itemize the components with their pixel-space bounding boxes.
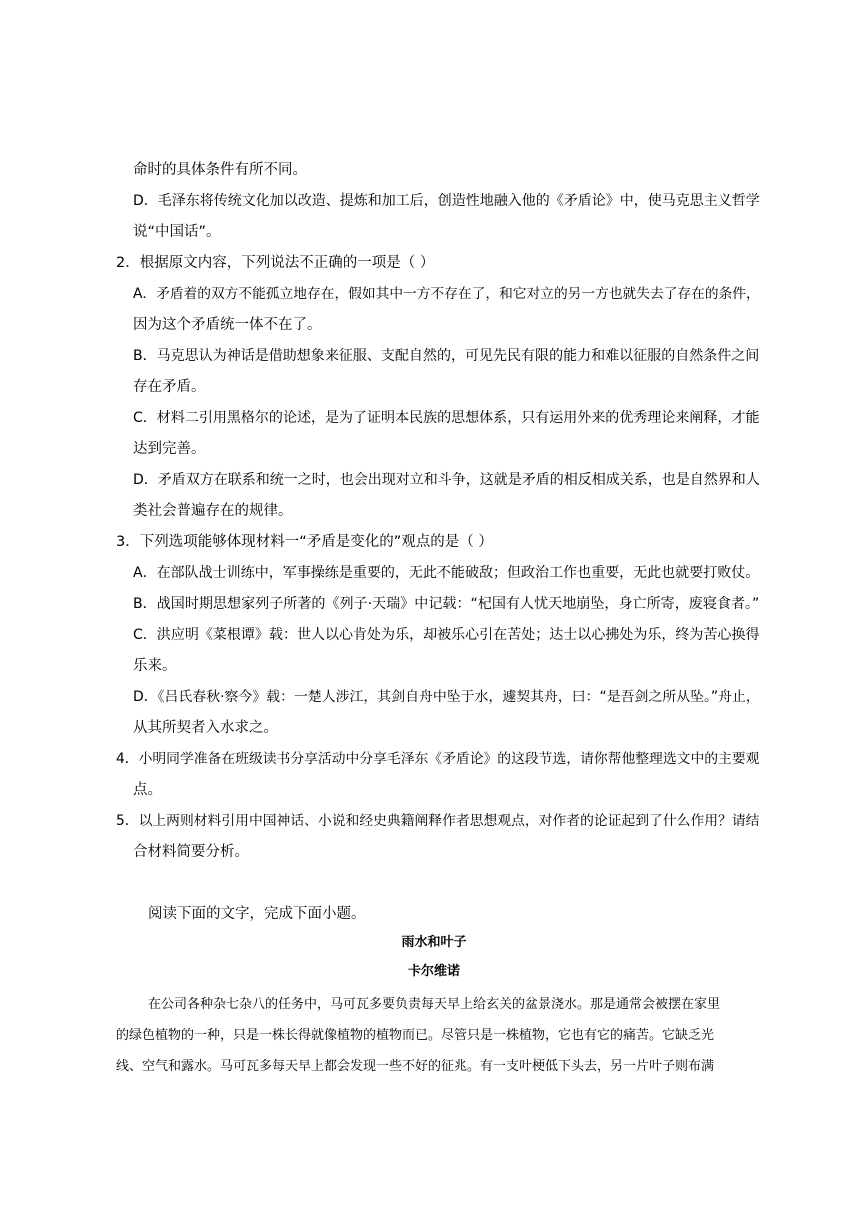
q3-option-d: D．《吕氏春秋·察今》载：一楚人涉江，其剑自舟中坠于水，遽契其舟，曰：“是吾剑之所从坠。”舟止， xyxy=(133,689,760,705)
passage-paragraph-line: 的绿色植物的一种，只是一株长得就像植物的植物而已。尽管只是一株植物，它也有它的痛苦。它缺乏光 xyxy=(116,1028,715,1043)
q3-option-d-continuation: 从其所契者入水求之。 xyxy=(133,720,278,736)
question-4-continuation: 点。 xyxy=(133,782,162,798)
passage-paragraph-line: 在公司各种杂七杂八的任务中，马可瓦多要负责每天早上给玄关的盆景浇水。那是通常会被摆在家里 xyxy=(148,997,721,1012)
q3-option-a: A．在部队战士训练中，军事操练是重要的，无此不能破敌；但政治工作也重要，无此也就要打败仗。 xyxy=(133,565,760,581)
q3-option-b: B．战国时期思想家列子所著的《列子·天瑞》中记载：“杞国有人忧天地崩坠，身亡所寄，废寝食者。” xyxy=(133,596,760,612)
q2-option-b-continuation: 存在矛盾。 xyxy=(133,379,206,395)
question-4-stem: 4．小明同学准备在班级读书分享活动中分享毛泽东《矛盾论》的这段节选，请你帮他整理选文中的主要观 xyxy=(116,751,760,767)
q1-option-d: D．毛泽东将传统文化加以改造、提炼和加工后，创造性地融入他的《矛盾论》中，使马克思主义哲学 xyxy=(133,193,760,209)
question-3-stem: 3．下列选项能够体现材料一“矛盾是变化的”观点的是（ ） xyxy=(116,534,493,550)
q2-option-a-continuation: 因为这个矛盾统一体不在了。 xyxy=(133,317,322,333)
passage-title: 雨水和叶子 xyxy=(401,935,467,950)
passage-paragraph-line: 线、空气和露水。马可瓦多每天早上都会发现一些不好的征兆。有一支叶梗低下头去，另一片叶子则布满 xyxy=(116,1059,715,1074)
question-2-stem: 2．根据原文内容，下列说法不正确的一项是（ ） xyxy=(116,255,435,271)
q2-option-b: B．马克思认为神话是借助想象来征服、支配自然的，可见先民有限的能力和难以征服的自然条件之间 xyxy=(133,348,760,364)
reading-instruction: 阅读下面的文字，完成下面小题。 xyxy=(148,906,366,922)
q1-option-d-continuation: 说“中国话”。 xyxy=(133,224,221,240)
passage-author: 卡尔维诺 xyxy=(407,964,460,979)
q3-option-c: C．洪应明《菜根谭》载：世人以心肯处为乐，却被乐心引在苦处；达士以心拂处为乐，终为苦心换得 xyxy=(133,627,760,643)
q2-option-d: D．矛盾双方在联系和统一之时，也会出现对立和斗争，这就是矛盾的相反相成关系，也是自然界和人 xyxy=(133,472,760,488)
q2-option-d-continuation: 类社会普遍存在的规律。 xyxy=(133,503,293,519)
q1-option-c-continuation: 命时的具体条件有所不同。 xyxy=(133,162,307,178)
q2-option-a: A．矛盾着的双方不能孤立地存在，假如其中一方不存在了，和它对立的另一方也就失去了存在的条件， xyxy=(133,286,760,302)
question-5-stem: 5．以上两则材料引用中国神话、小说和经史典籍阐释作者思想观点，对作者的论证起到了什么作用？请结 xyxy=(116,813,760,829)
q2-option-c: C．材料二引用黑格尔的论述，是为了证明本民族的思想体系，只有运用外来的优秀理论来阐释，才能 xyxy=(133,410,760,426)
question-5-continuation: 合材料简要分析。 xyxy=(133,844,249,860)
q3-option-c-continuation: 乐来。 xyxy=(133,658,177,674)
q2-option-c-continuation: 达到完善。 xyxy=(133,441,206,457)
